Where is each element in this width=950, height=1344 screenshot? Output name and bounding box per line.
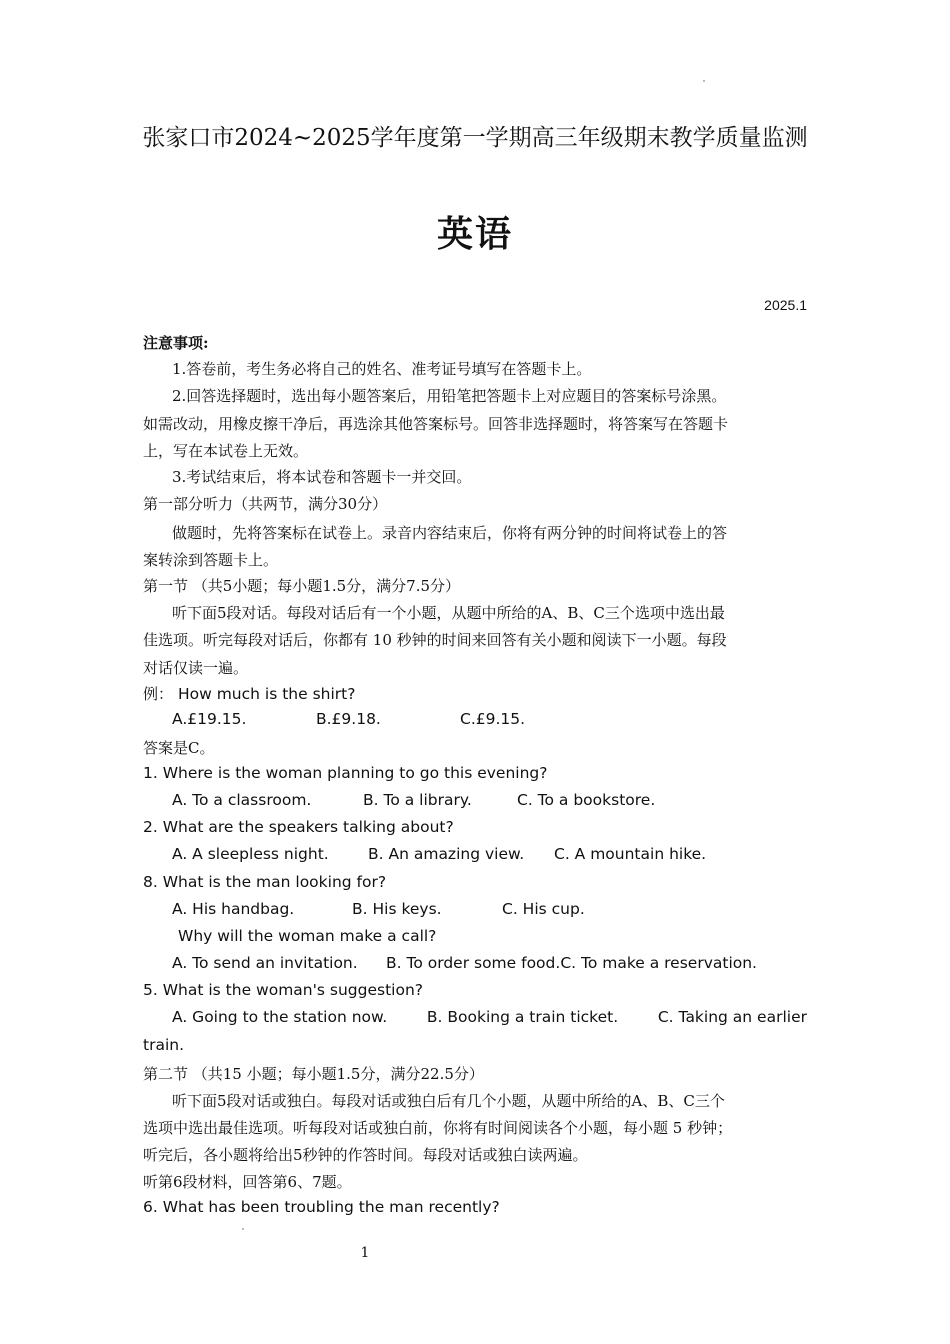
option-c: C. To make a reservation. <box>560 954 757 972</box>
scan-dot <box>242 1228 244 1230</box>
notice-item: 3.考试结束后，将本试卷和答题卡一并交回。 <box>172 468 472 486</box>
question-4: Why will the woman make a call? <box>178 927 437 945</box>
question-3-options <box>172 900 585 918</box>
option-c: C. Taking an earlier <box>657 1008 807 1026</box>
question-2-options <box>172 845 706 863</box>
option-c: C. To a bookstore. <box>517 791 656 809</box>
section2-heading: 第二节 （共15 小题；每小题1.5分，满分22.5分） <box>143 1065 484 1083</box>
option-b: B.£9.18. <box>316 710 381 728</box>
part1-heading: 第一部分听力（共两节，满分30分） <box>143 495 388 513</box>
example-options <box>172 710 525 728</box>
question-1: 1. Where is the woman planning to go this evening? <box>143 764 548 782</box>
question-1-options <box>172 791 655 809</box>
option-c: C. A mountain hike. <box>554 845 707 863</box>
exam-date: 2025.1 <box>764 297 807 313</box>
section2-instructions: 听完后，各小题将给出5秒钟的作答时间。每段对话或独白读两遍。 <box>143 1146 588 1164</box>
notice-item: 上，写在本试卷上无效。 <box>143 442 309 460</box>
question-2: 2. What are the speakers talking about? <box>143 818 454 836</box>
section2-instructions: 选项中选出最佳选项。听每段对话或独白前，你将有时间阅读各个小题，每小题 5 秒钟； <box>143 1119 733 1137</box>
option-c: C.£9.15. <box>460 710 526 728</box>
option-a: A. To send an invitation. <box>172 954 358 972</box>
option-a: A.£19.15. <box>172 710 247 728</box>
notice-item: 1.答卷前，考生务必将自己的姓名、准考证号填写在答题卡上。 <box>172 360 592 378</box>
notice-item: 如需改动，用橡皮擦干净后，再选涂其他答案标号。回答非选择题时，将答案写在答题卡 <box>143 415 729 433</box>
option-a: A. To a classroom. <box>172 791 312 809</box>
question-6: 6. What has been troubling the man recently? <box>143 1198 500 1216</box>
example-label: 例： <box>143 685 174 703</box>
subject-title: 英语 <box>436 214 513 255</box>
question-5: 5. What is the woman's suggestion? <box>143 981 423 999</box>
option-a: A. Going to the station now. <box>172 1008 388 1026</box>
part1-intro: 案转涂到答题卡上。 <box>143 551 279 569</box>
section1-instructions: 佳选项。听完每段对话后，你都有 10 秒钟的时间来回答有关小题和阅读下一小题。每段 <box>143 631 727 649</box>
section1-instructions: 对话仅读一遍。 <box>143 659 249 677</box>
question-5-continuation: train. <box>143 1036 185 1054</box>
material-instruction: 听第6段材料，回答第6、7题。 <box>143 1173 352 1191</box>
option-b: B. To order some food. <box>386 954 561 972</box>
example-question <box>143 683 355 704</box>
exam-title: 张家口市2024~2025学年度第一学期高三年级期末教学质量监测 <box>142 125 808 151</box>
section1-instructions: 听下面5段对话。每段对话后有一个小题，从题中所给的A、B、C三个选项中选出最 <box>172 604 725 622</box>
example-answer: 答案是C。 <box>143 739 215 757</box>
option-a: A. His handbag. <box>172 900 295 918</box>
question-3: 8. What is the man looking for? <box>143 873 387 891</box>
option-c: C. His cup. <box>502 900 585 918</box>
option-a: A. A sleepless night. <box>172 845 329 863</box>
option-b: B. To a library. <box>363 791 472 809</box>
option-b: B. His keys. <box>352 900 442 918</box>
page-number: 1 <box>360 1245 370 1261</box>
notice-item: 2.回答选择题时，选出每小题答案后，用铅笔把答题卡上对应题目的答案标号涂黑。 <box>172 387 727 405</box>
question-5-options <box>172 1008 807 1026</box>
option-b: B. Booking a train ticket. <box>426 1008 619 1026</box>
section1-heading: 第一节 （共5小题；每小题1.5分，满分7.5分） <box>143 577 461 595</box>
option-b: B. An amazing view. <box>368 845 525 863</box>
question-4-options <box>172 954 757 972</box>
example-question-text: How much is the shirt? <box>177 685 356 703</box>
part1-intro: 做题时，先将答案标在试卷上。录音内容结束后，你将有两分钟的时间将试卷上的答 <box>172 524 728 542</box>
notice-heading: 注意事项: <box>143 334 209 352</box>
scan-dot <box>703 80 705 82</box>
section2-instructions: 听下面5段对话或独白。每段对话或独白后有几个小题，从题中所给的A、B、C三个 <box>172 1092 725 1110</box>
